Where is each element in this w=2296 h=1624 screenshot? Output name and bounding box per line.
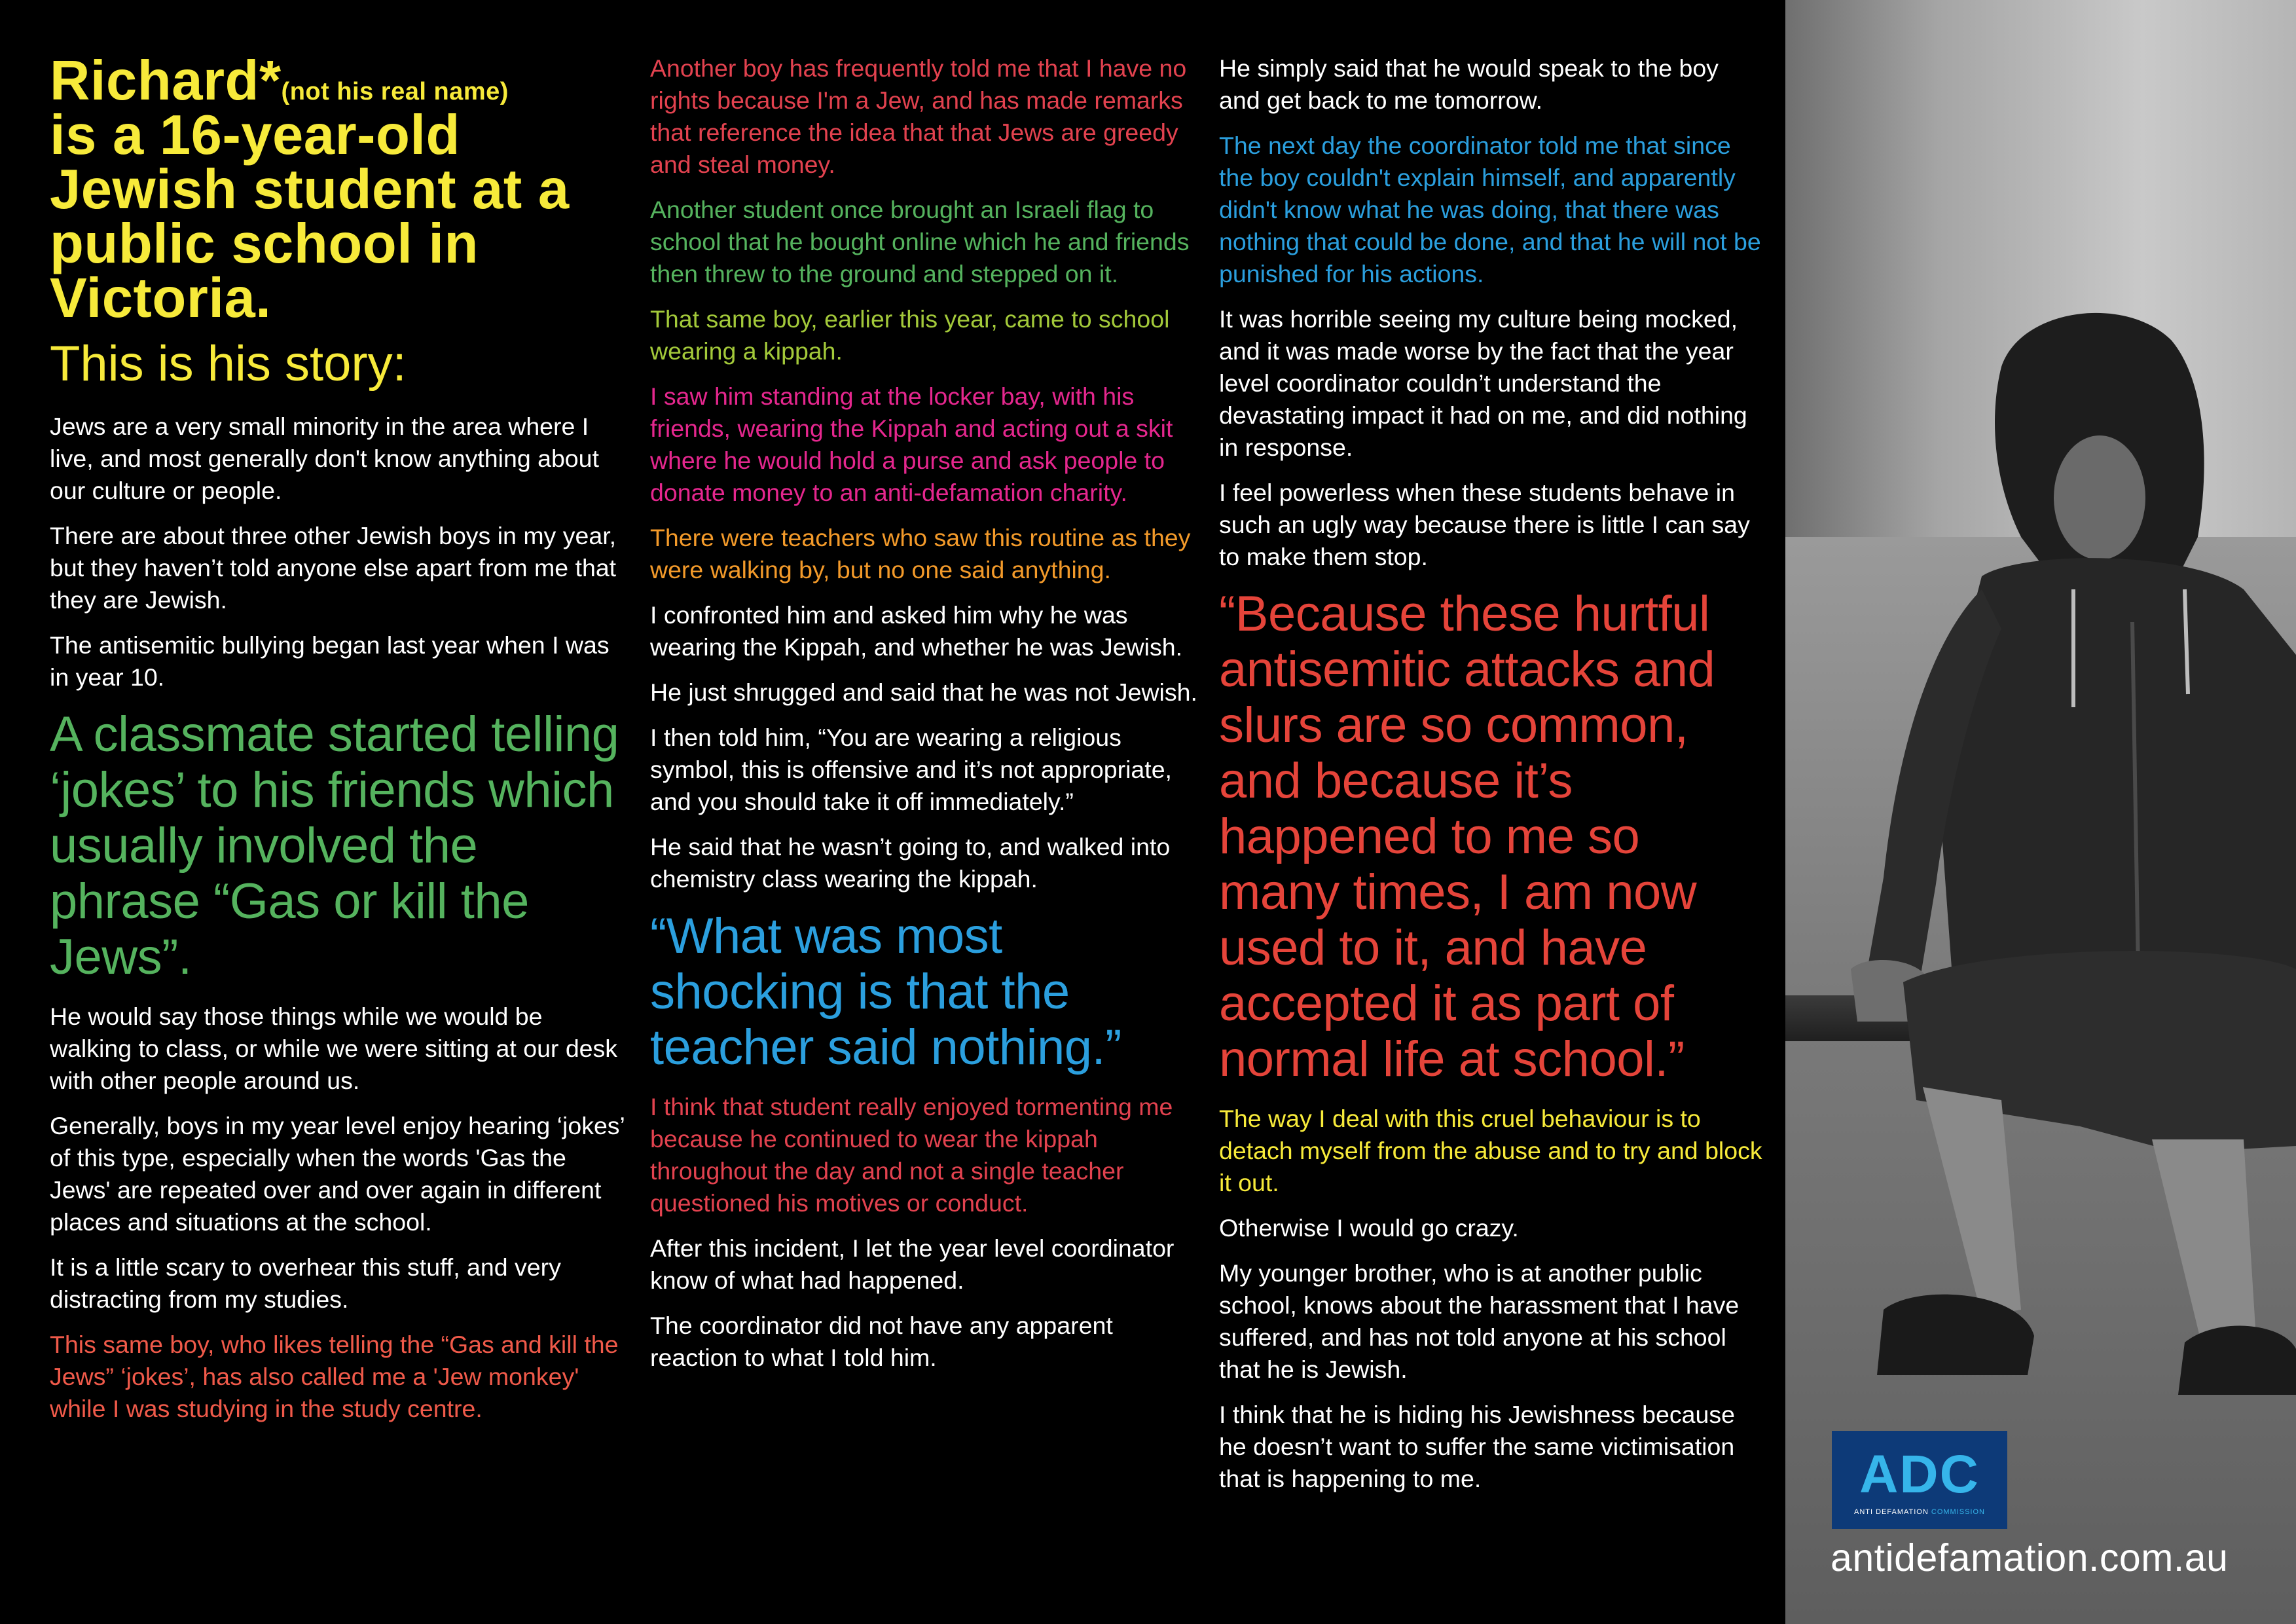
paragraph: I feel powerless when these students behave in such an ugly way because there is little I can say to make them stop.	[1219, 479, 1750, 570]
paragraph: Jews are a very small minority in the area where I live, and most generally don't know anything about our culture or people.	[50, 413, 599, 504]
headline-note: (not his real name)	[281, 78, 509, 105]
paragraph: He said that he wasn’t going to, and walked into chemistry class wearing the kippah.	[650, 833, 1171, 893]
website-url[interactable]: antidefamation.com.au	[1831, 1536, 2229, 1579]
headline-name: Richard*	[50, 50, 282, 112]
logo-tag-main: ANTI DEFAMATION	[1854, 1508, 1929, 1516]
paragraph: My younger brother, who is at another public school, knows about the harassment that I have suffered, and has not told anyone at his school that he is Jewish.	[1219, 1259, 1740, 1383]
adc-logo	[1832, 1431, 2007, 1529]
paragraph: I saw him standing at the locker bay, with his friends, wearing the Kippah and acting out a skit where he would hold a purse and ask people to donate money to an anti-defamation charity.	[650, 382, 1173, 506]
paragraph: It is a little scary to overhear this stuff, and very distracting from my studies.	[50, 1253, 561, 1313]
headline	[50, 50, 626, 329]
paragraph: That same boy, earlier this year, came to school wearing a kippah.	[650, 305, 1170, 365]
column-2	[650, 52, 1200, 1387]
paragraph: The coordinator did not have any apparent reaction to what I told him.	[650, 1312, 1113, 1371]
logo-mark: ADC	[1859, 1445, 1980, 1504]
paragraph: After this incident, I let the year level coordinator know of what had happened.	[650, 1234, 1175, 1294]
paragraph: The way I deal with this cruel behaviour is to detach myself from the abuse and to try and block it out.	[1219, 1105, 1762, 1196]
column-3	[1219, 52, 1762, 1508]
paragraph: Another student once brought an Israeli flag to school that he bought online which he and friends then threw to the ground and stepped on it.	[650, 196, 1190, 287]
paragraph: Otherwise I would go crazy.	[1219, 1214, 1519, 1242]
paragraph: This same boy, who likes telling the “Gas and kill the Jews” ‘jokes’, has also called me a 'Jew monkey' while I was studying in the study centre.	[50, 1331, 619, 1422]
paragraph: I then told him, “You are wearing a religious symbol, this is offensive and it’s not appropriate, and you should take it off immediately.”	[650, 724, 1172, 815]
paragraph: The next day the coordinator told me that since the boy couldn't explain himself, and apparently didn't know what he was doing, that there was nothing that could be done, and that he will not be punished for his actions.	[1219, 132, 1761, 287]
column-1	[50, 50, 626, 1438]
paragraph: Another boy has frequently told me that I have no rights because I'm a Jew, and has made remarks that reference the idea that that Jews are greedy and steal money.	[650, 54, 1187, 178]
paragraph: He simply said that he would speak to the boy and get back to me tomorrow.	[1219, 54, 1719, 114]
paragraph: I think that student really enjoyed tormenting me because he continued to wear the kippah throughout the day and not a single teacher questioned his motives or conduct.	[650, 1093, 1173, 1217]
paragraph: I confronted him and asked him why he was wearing the Kippah, and whether he was Jewish.	[650, 601, 1182, 661]
photo-hooded-boy	[1785, 0, 2296, 1624]
paragraph: There were teachers who saw this routine as they were walking by, but no one said anything.	[650, 524, 1191, 583]
pull-quote: A classmate started telling ‘jokes’ to his friends which usually involved the phrase “Gas or kill the Jews”.	[50, 707, 619, 985]
paragraph: There are about three other Jewish boys in my year, but they haven’t told anyone else apart from me that they are Jewish.	[50, 522, 617, 614]
story-heading: This is his story:	[50, 336, 407, 392]
pull-quote: “Because these hurtful antisemitic attacks and slurs are so common, and because it’s happened to me so many times, I am now used to it, and have accepted it as part of normal life at school.”	[1219, 586, 1715, 1087]
headline-rest: is a 16-year-old Jewish student at a public school in Victoria.	[50, 104, 570, 329]
paragraph: I think that he is hiding his Jewishness because he doesn’t want to suffer the same victimisation that is happening to me.	[1219, 1401, 1735, 1492]
paragraph: He just shrugged and said that he was not Jewish.	[650, 678, 1197, 706]
hooded-boy-silhouette	[1785, 0, 2296, 1624]
logo-tag-highlight: COMMISSION	[1931, 1508, 1985, 1516]
logo-tagline	[1832, 1508, 2007, 1516]
paragraph: He would say those things while we would be walking to class, or while we were sitting at our desk with other people around us.	[50, 1003, 618, 1094]
paragraph: The antisemitic bullying began last year when I was in year 10.	[50, 631, 610, 691]
paragraph: It was horrible seeing my culture being mocked, and it was made worse by the fact that the year level coordinator couldn’t understand the devastating impact it had on me, and did nothing in response.	[1219, 305, 1747, 461]
pull-quote: “What was most shocking is that the teacher said nothing.”	[650, 908, 1121, 1075]
paragraph: Generally, boys in my year level enjoy hearing ‘jokes’ of this type, especially when the words 'Gas the Jews' are repeated over and over again in different places and situations at the school.	[50, 1112, 625, 1236]
